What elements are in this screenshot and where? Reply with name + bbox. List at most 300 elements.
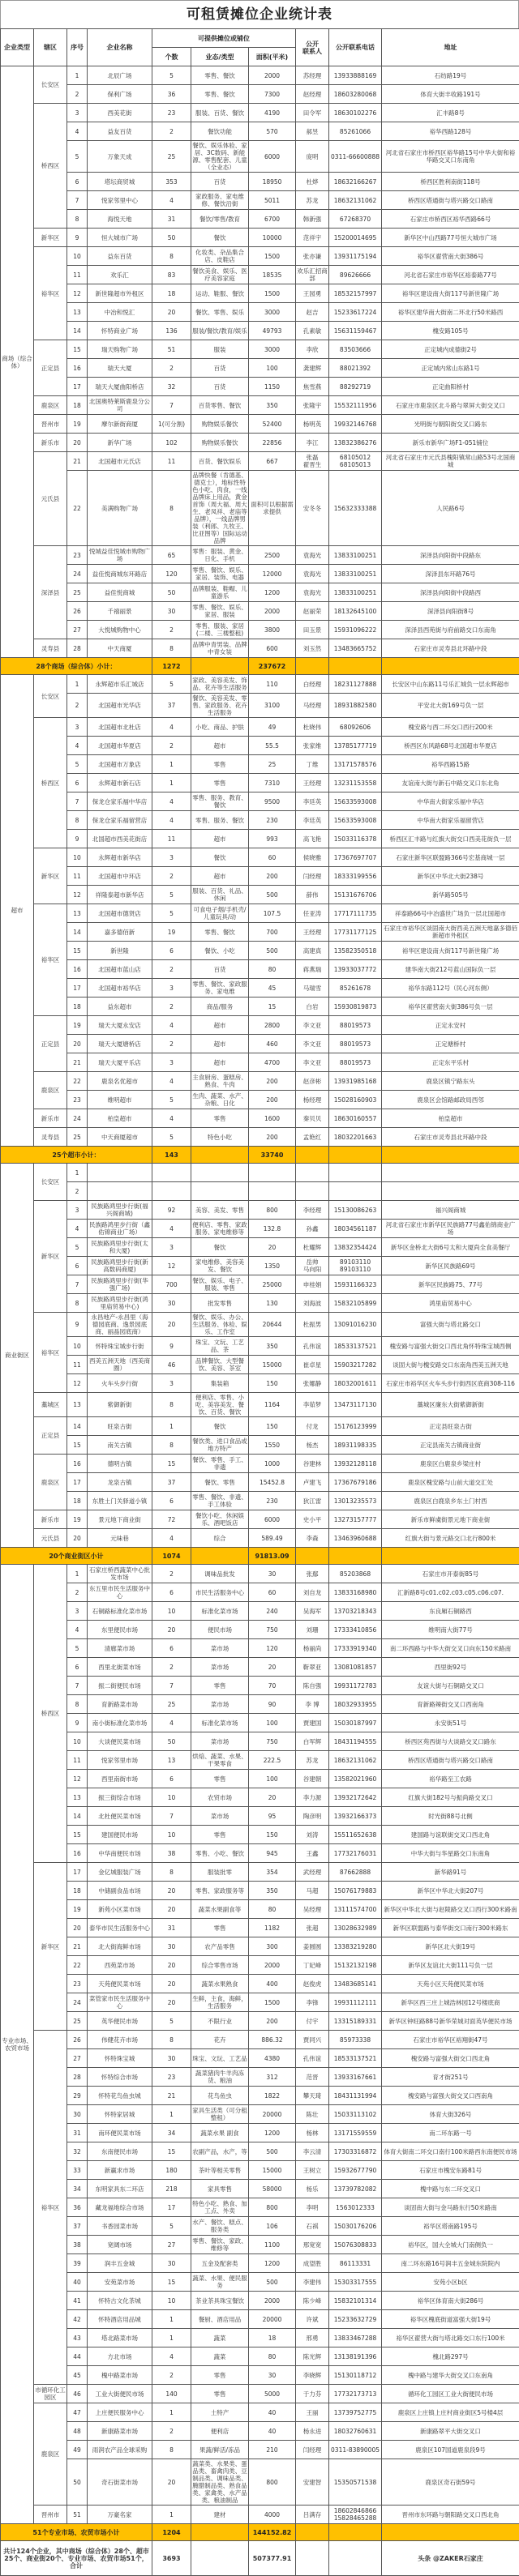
area: 6000: [249, 1510, 296, 1529]
stall-count: 4: [152, 191, 191, 210]
area: 9500: [249, 792, 296, 811]
company-name: 北国超市元氏店: [88, 452, 152, 471]
area: 106: [249, 2217, 296, 2236]
row-no: 6: [67, 1658, 88, 1677]
table-row: [1, 2506, 519, 2524]
phone: 18603280068: [329, 85, 382, 104]
contact-person: 杨明英: [296, 415, 329, 434]
phone: 13111574700: [329, 1900, 382, 1919]
row-no: 14: [67, 923, 88, 942]
contact-person: 薛伟: [296, 886, 329, 904]
contact-person: 张隆宇: [296, 396, 329, 415]
row-no: 22: [67, 471, 88, 546]
row-no: 19: [67, 1510, 88, 1529]
subtotal-blank: [382, 2524, 519, 2541]
phone: 18032760631: [329, 2422, 382, 2441]
table-row: [1, 848, 519, 867]
business-format: 珠宝、文玩、工艺品、茶: [191, 1337, 249, 1356]
company-name: 鹿泉名优超市: [88, 1072, 152, 1091]
contact-person: 王丽: [296, 2403, 329, 2422]
business-format: 运动、鞋服、餐饮: [191, 284, 249, 303]
area: 150: [249, 1826, 296, 1844]
address: 中华南大街家乐福中华店: [382, 792, 519, 811]
district-cell: 新华区: [34, 1201, 67, 1313]
area: 15000: [249, 1356, 296, 1374]
table-row: [1, 1770, 519, 1788]
company-name: 东明家具东二环店: [88, 2180, 152, 2198]
contact-person: 陈少峰: [296, 2292, 329, 2310]
company-name: 中冶和悦汇: [88, 303, 152, 322]
phone: 17732176031: [329, 1844, 382, 1863]
business-format: 蔬菜、水果、便民服务: [191, 2273, 249, 2292]
company-name: 方北市场: [88, 2347, 152, 2366]
stall-count: 3: [152, 979, 191, 998]
business-format: 零售、餐饮、家政服务、家电维: [191, 979, 249, 998]
table-row: [1, 1035, 519, 1053]
row-no: 13: [67, 1788, 88, 1807]
phone: 15303317555: [329, 2273, 382, 2292]
phone: 13091016230: [329, 1313, 382, 1337]
table-row: [1, 340, 519, 359]
company-name: 英华便民市场: [88, 2012, 152, 2031]
table-row: [1, 1677, 519, 1695]
business-format: 蔬菜水果副食等: [191, 1900, 249, 1919]
business-format: 批发零售: [191, 1294, 249, 1313]
contact-person: 谷建林: [296, 1455, 329, 1473]
phone: 15233632729: [329, 2310, 382, 2329]
stall-count: 3: [152, 848, 191, 867]
address: 建国路与谊联街交叉口西北角: [382, 1826, 519, 1844]
area: 240: [249, 1602, 296, 1621]
business-format: 花卉: [191, 2031, 249, 2049]
row-no: 26: [67, 2031, 88, 2049]
company-name: 西美五洲天地（西美商圈）: [88, 1356, 152, 1374]
phone: 68092606: [329, 718, 382, 737]
area: 15452.8: [249, 1473, 296, 1492]
stall-count: 51: [152, 340, 191, 359]
company-name: 大谈便民菜市场: [88, 1732, 152, 1751]
phone: 18034561187: [329, 1220, 382, 1238]
subtotal-count: 1272: [152, 658, 191, 675]
contact-person: 李锋: [296, 1993, 329, 2012]
business-format: 零售: [191, 2366, 249, 2385]
contact-person: 姜圆圆: [296, 1937, 329, 1956]
address: 裕华区体育南大街286号: [382, 2292, 519, 2310]
address: 汇丰路8号: [382, 104, 519, 122]
district-cell: 鹿泉区: [34, 2403, 67, 2506]
row-no: 27: [67, 2049, 88, 2068]
phone: 15350571538: [329, 2459, 382, 2506]
row-no: 47: [67, 2403, 88, 2422]
row-no: 16: [67, 1844, 88, 1863]
district-cell: 新华区: [34, 1863, 67, 2031]
table-row: [1, 359, 519, 378]
table-row: [1, 396, 519, 415]
row-no: 31: [67, 2124, 88, 2142]
area: 1200: [249, 583, 296, 602]
row-no: 24: [67, 1109, 88, 1128]
row-no: 25: [67, 583, 88, 602]
row-no: 15: [67, 1826, 88, 1844]
phone: 88292719: [329, 378, 382, 396]
company-name: 中储副食品市场: [88, 1882, 152, 1900]
row-no: 9: [67, 830, 88, 848]
stall-count: 23: [152, 104, 191, 122]
contact-person: 安建智: [296, 2459, 329, 2506]
phone: 19931112111: [329, 1993, 382, 2012]
phone: 13931175194: [329, 247, 382, 266]
company-name: 中华南便民市场: [88, 1844, 152, 1863]
stall-count: 20: [152, 1900, 191, 1919]
district-cell: 鹿泉区: [34, 1072, 67, 1109]
address: 红旗大街182号与振尚路交叉口: [382, 1788, 519, 1807]
area: 800: [249, 2459, 296, 2506]
contact-person: 付宇: [296, 2012, 329, 2031]
area: 80: [249, 1900, 296, 1919]
address: 桥西区塔通街与塔兴路交口路南: [382, 1751, 519, 1770]
row-no: 25: [67, 1128, 88, 1147]
phone: 15931166323: [329, 1275, 382, 1294]
table-row: [1, 415, 519, 434]
company-name: 永辉超市乐汇城店: [88, 675, 152, 694]
table-row: [1, 229, 519, 247]
business-format: 便利店、零售、小吃、美容美发、餐饮、百货、餐饮: [191, 1393, 249, 1417]
row-no: 22: [67, 1956, 88, 1975]
address: 桥西区东风路68号北国超市华夏店: [382, 737, 519, 755]
row-no: 24: [67, 565, 88, 583]
phone: 15632333388: [329, 471, 382, 546]
phone: 18431131994: [329, 2087, 382, 2105]
area: 12000: [249, 565, 296, 583]
company-name: 永辉超市新石店: [88, 774, 152, 792]
stall-count: 32: [152, 378, 191, 396]
grand-total-row: [1, 2541, 519, 2576]
business-format: 果蔬/鲜活/冻品: [191, 2441, 249, 2459]
phone: 13931985168: [329, 1072, 382, 1091]
stall-count: 9: [152, 1337, 191, 1356]
phone: 13739752775: [329, 2403, 382, 2422]
phone: 13833100251: [329, 565, 382, 583]
phone: 17303316872: [329, 2142, 382, 2161]
contact-person: 孟艳红: [296, 1128, 329, 1147]
phone: 13933888169: [329, 66, 382, 85]
contact-person: 范祥宇: [296, 229, 329, 247]
contact-person: 谷建朝: [296, 1770, 329, 1788]
address: 裕华区建华南大街南二环北行50米路西: [382, 303, 519, 322]
phone: 18132645100: [329, 602, 382, 621]
header-district: 辖区: [34, 29, 67, 66]
phone: 13933037772: [329, 960, 382, 979]
contact-person: 龚建辉: [296, 359, 329, 378]
business-format: 家政、美容美发、饰品、花卉等生活服务: [191, 675, 249, 694]
company-name: 北国超市裕华店: [88, 979, 152, 998]
row-no: 5: [67, 141, 88, 173]
stall-count: 10: [152, 1826, 191, 1844]
business-format: 餐饮、娱乐、办公、生活服务、体检、娱乐、工作室: [191, 1313, 249, 1337]
phone: 67268370: [329, 210, 382, 229]
business-format: 蔬菜: [191, 2329, 249, 2347]
row-no: 12: [67, 1770, 88, 1788]
table-row: [1, 1583, 519, 1602]
phone: 88019573: [329, 1035, 382, 1053]
row-no: 17: [67, 979, 88, 998]
address: 正定县旺泉古街: [382, 1417, 519, 1436]
business-format: 土特产: [191, 2403, 249, 2422]
company-name: 宽阔市场: [88, 2236, 152, 2254]
business-format: 水产、餐饮、糕点、服务类: [191, 2217, 249, 2236]
area: 60: [249, 848, 296, 867]
address: 槐安路与富强大街交口西北角怀特珠宝城西侧: [382, 1337, 519, 1356]
phone: 18632131062: [329, 191, 382, 210]
company-name: 怀特家居城: [88, 2105, 152, 2124]
area: 200: [249, 1128, 296, 1147]
stall-count: 6: [152, 942, 191, 960]
area: 667: [249, 452, 296, 471]
contact-person: 孔伟谊: [296, 2049, 329, 2068]
business-format: 生肉、蔬菜、水产、杂粮、日化: [191, 1091, 249, 1109]
subtotal-blank: [329, 2524, 382, 2541]
district-cell: 裕华区: [34, 247, 67, 340]
area: 2000: [249, 602, 296, 621]
table-row: [1, 998, 519, 1016]
area: 886.32: [249, 2031, 296, 2049]
address: 裕华区翟营大街与塔北路交口东行100米: [382, 2329, 519, 2347]
row-no: 11: [67, 1356, 88, 1374]
contact-person: 李云清: [296, 2142, 329, 2161]
table-row: [1, 1257, 519, 1275]
company-name: 北国超市光华店: [88, 694, 152, 718]
company-name: 工业大街便民市场: [88, 2385, 152, 2403]
company-name: 怀特珠宝城: [88, 2049, 152, 2068]
business-format: 服装/餐饮/教育/娱乐: [191, 322, 249, 340]
row-no: 14: [67, 1807, 88, 1826]
business-format: 家电维修、美容美发、餐饮: [191, 1257, 249, 1275]
area: 1100: [249, 2236, 296, 2254]
row-no: 28: [67, 639, 88, 658]
address: 富强大街与塔北路交口: [382, 1313, 519, 1337]
address: 槐安路与西二环交口西行200米: [382, 718, 519, 737]
company-name: 龙泉古镇: [88, 1473, 152, 1492]
company-name: 润丰五金城: [88, 2254, 152, 2273]
business-format: 综合: [191, 1529, 249, 1548]
contact-person: 马瑞雪: [296, 979, 329, 998]
business-format: 便民市场: [191, 1621, 249, 1639]
table-row: [1, 1455, 519, 1473]
address: 深泽县向阳街8号: [382, 602, 519, 621]
area: 993: [249, 830, 296, 848]
stall-count: 1: [152, 774, 191, 792]
address: 深泽县向阳街中段路西: [382, 583, 519, 602]
business-format: 美容、美发、零售: [191, 1201, 249, 1220]
table-row: [1, 923, 519, 942]
stall-count: 4: [152, 2347, 191, 2366]
company-name: 南关古镇: [88, 1436, 152, 1455]
contact-person: 白岩: [296, 998, 329, 1016]
phone: 15631159467: [329, 322, 382, 340]
stall-count: 30: [152, 2049, 191, 2068]
table-row: [1, 755, 519, 774]
area: 800: [249, 2198, 296, 2217]
company-name: 怀特综合市场: [88, 2068, 152, 2087]
address: 石家庄市灵寿县北环路中段: [382, 639, 519, 658]
row-no: 24: [67, 1993, 88, 2012]
area: 107.5: [249, 904, 296, 923]
table-row: [1, 1473, 519, 1492]
stall-count: 2: [152, 621, 191, 639]
district-cell: 桥西区: [34, 104, 67, 229]
area: 750: [249, 1621, 296, 1639]
table-row: [1, 694, 519, 718]
company-name: 旺泉古街: [88, 1417, 152, 1436]
company-name: 西里北街菜市场: [88, 1658, 152, 1677]
company-name: 北国超市万象店: [88, 755, 152, 774]
district-cell: 晋州市: [34, 2506, 67, 2524]
district-cell: 元氏县: [34, 1529, 67, 1548]
area: 1600: [249, 1109, 296, 1128]
business-format: 农副产品，水产，等: [191, 2142, 249, 2161]
district-cell: 鹿泉区: [34, 1455, 67, 1510]
subtotal-label: 20个商业街区小计: [1, 1548, 152, 1565]
address: 谈固南大街与金马路东行50米路南: [382, 2198, 519, 2217]
phone: 15930819873: [329, 998, 382, 1016]
phone: 18533137521: [329, 1337, 382, 1356]
stall-count: 8: [152, 2031, 191, 2049]
company-name: 瑞天大厦永安店: [88, 1016, 152, 1035]
row-no: 1: [67, 675, 88, 694]
phone: 13383219280: [329, 1937, 382, 1956]
address: 平安北大街169号负一层: [382, 694, 519, 718]
contact-person: 杨杰: [296, 1436, 329, 1455]
contact-person: 李明: [296, 2198, 329, 2217]
stall-count: 23: [152, 2068, 191, 2087]
address: 裕华东路112号（民心河东侧）: [382, 979, 519, 998]
company-name: 瑞天大厦曲阳桥店: [88, 378, 152, 396]
row-no: 19: [67, 415, 88, 434]
business-format: 百货: [191, 378, 249, 396]
area: 350: [249, 396, 296, 415]
phone: 18931198335: [329, 1436, 382, 1455]
phone: 19931172783: [329, 1677, 382, 1695]
table-body: [1, 66, 519, 2576]
phone: 18032201663: [329, 1128, 382, 1147]
district-cell: 深泽县: [34, 546, 67, 639]
company-name: 新华广场: [88, 434, 152, 452]
address: 槐安路与富强大街交口西北角: [382, 2049, 519, 2068]
phone: 13315189331: [329, 2012, 382, 2031]
subtotal-label: 28个商场（综合体）小计：: [1, 658, 152, 675]
stall-count: 1: [152, 2506, 191, 2524]
category-cell: 超市: [1, 675, 34, 1147]
area: 222.5: [249, 1751, 296, 1770]
row-no: 23: [67, 1091, 88, 1109]
area: 90: [249, 1695, 296, 1714]
row-no: 11: [67, 867, 88, 886]
area: 100: [249, 359, 296, 378]
area: 40: [249, 2422, 296, 2441]
row-no: 3: [67, 718, 88, 737]
stall-count: 20: [152, 2459, 191, 2506]
table-row: [1, 1510, 519, 1529]
header-area: 面积(平米): [249, 48, 296, 66]
table-row: [1, 2049, 519, 2068]
phone: 15832101314: [329, 2292, 382, 2310]
stall-count: 8: [152, 247, 191, 266]
table-row: [1, 1732, 519, 1751]
company-name: 悦城益佳悦城市购物广场: [88, 546, 152, 565]
business-format: 调味品批发: [191, 1565, 249, 1583]
area: 49: [249, 718, 296, 737]
table-row: [1, 1900, 519, 1919]
subtotal-area: 91813.09: [249, 1548, 296, 1565]
row-no: 21: [67, 1053, 88, 1072]
table-row: [1, 2366, 519, 2385]
phone: 86113331: [329, 2254, 382, 2273]
phone: 13013235573: [329, 1492, 382, 1510]
stall-count: 120: [152, 565, 191, 583]
address: 石家庄市裕华区裕翔街47号: [382, 2031, 519, 2049]
address: 新华区民族路75、77号: [382, 1275, 519, 1294]
table-row: [1, 1492, 519, 1510]
table-row: [1, 886, 519, 904]
address: 槐中路与建华大街交叉口东南角: [382, 2366, 519, 2385]
company-name: 新赢求市场: [88, 2161, 152, 2180]
district-cell: 灵寿县: [34, 1128, 67, 1147]
phone: 17333919340: [329, 1639, 382, 1658]
stall-count: 6: [152, 1583, 191, 1602]
address: 体育大街丰收路191号: [382, 85, 519, 104]
phone: 15076308833: [329, 2236, 382, 2254]
company-name: 怀特商业广场: [88, 322, 152, 340]
company-name: 书香园菜市场: [88, 2217, 152, 2236]
table-row: [1, 1053, 519, 1072]
company-name: 怀特古文化茶城: [88, 2292, 152, 2310]
business-format: 零售：服装、黄金、日化、手机: [191, 546, 249, 565]
company-name: 大悦城购物中心: [88, 621, 152, 639]
stall-count: 30: [152, 2254, 191, 2273]
subtotal-blank: [296, 1147, 329, 1164]
row-no: 3: [67, 104, 88, 122]
company-name: 北杜便民菜市场: [88, 1807, 152, 1826]
table-row: [1, 942, 519, 960]
row-no: 9: [67, 1313, 88, 1337]
address: 安苑小区b区: [382, 2273, 519, 2292]
contact-person: 王经理: [296, 774, 329, 792]
address: 石纺路19号: [382, 66, 519, 85]
company-name: 新世隆超市外租区: [88, 284, 152, 303]
stall-count: 11: [152, 452, 191, 471]
contact-person: 张磊 翟晋生: [296, 452, 329, 471]
company-name: 海悦天地: [88, 210, 152, 229]
stall-count: 5: [152, 2217, 191, 2236]
contact-person: 陈壮: [296, 2105, 329, 2124]
contact-person: 孔伟谊: [296, 1337, 329, 1356]
stall-count: 5: [152, 886, 191, 904]
phone: 0311-66600888: [329, 141, 382, 173]
business-format: 茶叶等相关零售: [191, 2161, 249, 2180]
stall-count: 180: [152, 2161, 191, 2180]
row-no: 13: [67, 904, 88, 923]
stall-count: 1(可分割): [152, 415, 191, 434]
table-row: [1, 2198, 519, 2217]
row-no: 8: [67, 1695, 88, 1714]
table-row: [1, 266, 519, 284]
company-name: 紫御新街: [88, 1393, 152, 1417]
stall-count: 83: [152, 266, 191, 284]
row-no: 13: [67, 1393, 88, 1417]
area: 20: [249, 1788, 296, 1807]
row-no: 8: [67, 210, 88, 229]
contact-person: 李 博: [296, 1695, 329, 1714]
